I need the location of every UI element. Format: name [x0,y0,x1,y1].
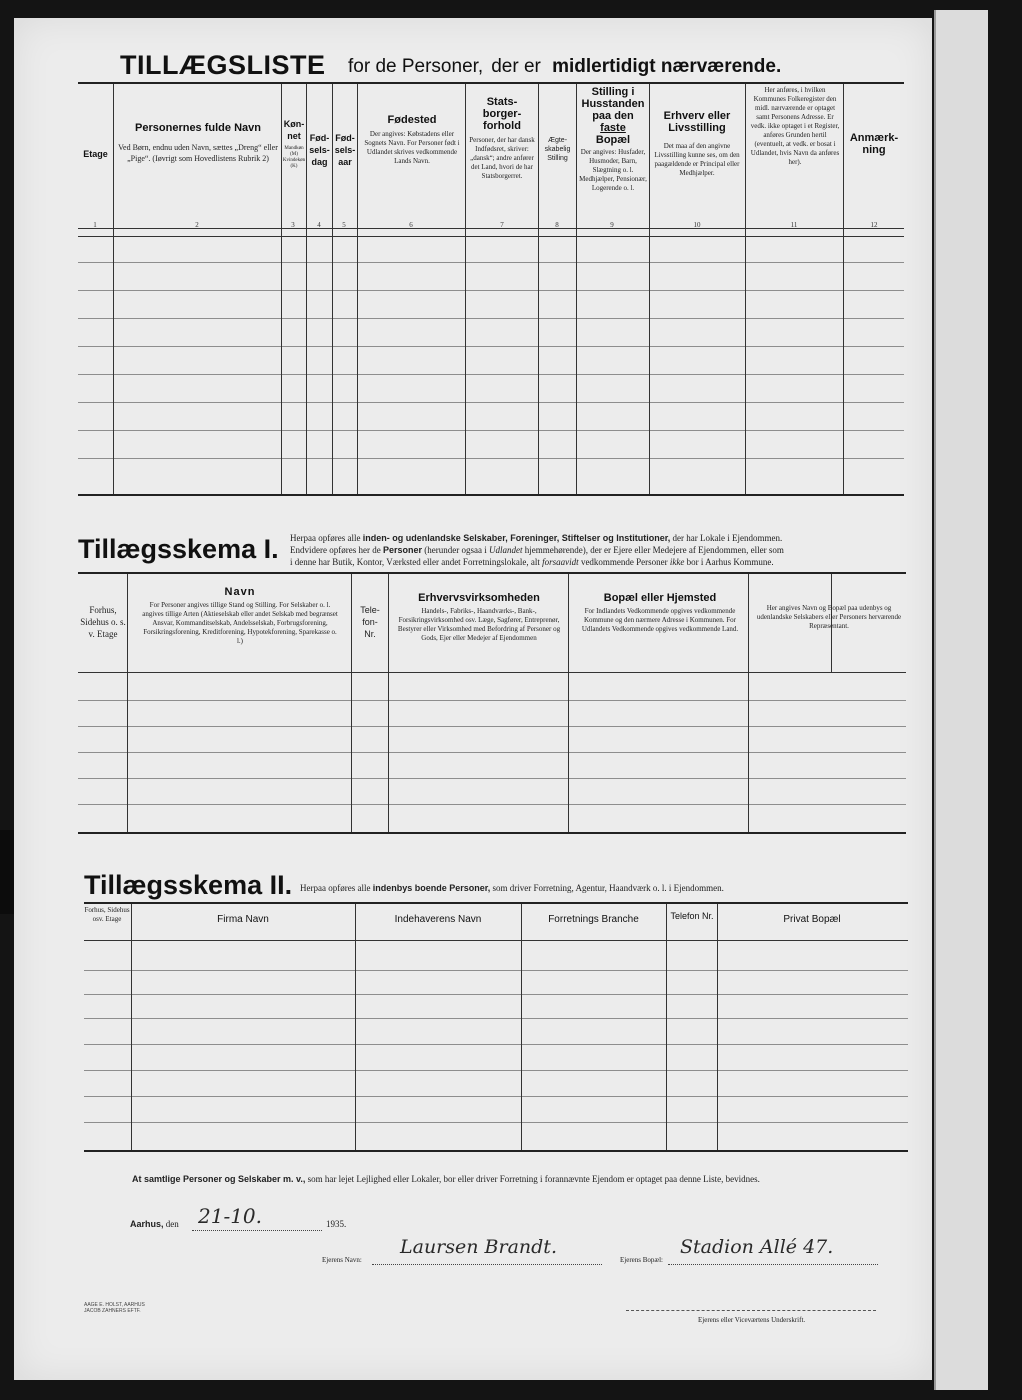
city-label: Aarhus, [130,1219,164,1229]
form-subtitle: for de Personer, der er midlertidigt nærværende. [348,56,782,77]
col-birthyear-header: Fød- sels- aar [334,133,356,167]
col-number: 3 [291,221,295,229]
owner-address-label: Ejerens Bopæl: [620,1256,663,1264]
skema2-col-firm: Firma Navn [217,914,269,925]
col-name-header: Personernes fulde Navn Ved Børn, endnu uden Navn, sættes „Dreng“ eller „Pige“. (Iøvrigt som Hovedlistens Rubrik 2) [118,122,278,163]
col-birthplace-header: Fødested Der angives: Købstadens eller Sognets Navn. For Personer født i Udlandet skrives vedkommende Lands Navn. [364,114,460,165]
handwritten-owner-name: Laursen Brandt. [400,1236,557,1258]
col-citizenship-header: Stats- borger- forhold Personer, der har dansk Indfødsret, skriver: „dansk“; andre anfører det Land, hvori de har Statsborgerret. [469,96,535,180]
col-number: 7 [500,221,504,229]
col-number: 9 [610,221,614,229]
skema2-col-residence: Privat Bopæl [783,914,841,925]
adjacent-page-edge [934,10,988,1390]
col-remarks-header: Anmærk- ning [849,132,899,156]
place-date-line [130,1219,179,1229]
col-birthday-header: Fød- sels- dag [309,133,330,167]
form-title: TILLÆGSLISTE [120,50,326,80]
skema1-col-phone: Tele- fon- Nr. [360,605,380,639]
col-number: 11 [790,221,798,229]
skema2-col-branch: Forretnings Branche [548,914,639,925]
skema1-col-residence: Bopæl eller Hjemsted For Indlandets Vedkommende opgives vedkommende Kommune og den nærmere Adresse i Kommunen. For Udlandets Vedkommende opgives vedkommende Land. [581,592,739,633]
col-household-header: Stilling i Husstanden paa den faste Bopæl Der angives: Husfader, Husmoder, Barn, Slægtning o. l. Medhjælper, Pensionær, Logerende o. l. [579,86,647,192]
col-register-header: Her anføres, i hvilken Kommunes Folkeregister den midl. nærværende er optaget samt Personens Adresse. Er vedk. ikke optaget i et Register, anføres Grunden hertil (eventuelt, at vedk. er bosat i Udlandet, hvis Navn da anføres her). [750,86,840,166]
col-gender-header: Køn- net Mandkøn (M) Kvindekøn (K) [282,119,306,169]
col-number: 12 [870,221,878,229]
col-number: 6 [409,221,413,229]
skema2-col-floor: Forhus, Sidehus osv. Etage [84,906,130,923]
skema2-title: Tillægsskema II. [84,870,293,900]
skema1-col-name: Navn For Personer angives tillige Stand og Stilling. For Selskaber o. l. angives tillige Arten (Aktieselskab eller andet Selskab med begrænset Ansvar, Kommanditselskab, Andelsselskab, Forbrugsforening, Forsikringsforening, Kreditforening, Hypotekforening, Sparekasse o. l.) [142,586,338,645]
col-number: 5 [342,221,346,229]
col-number: 4 [317,221,321,229]
owner-name-label: Ejerens Navn: [322,1256,362,1264]
col-number: 2 [195,221,199,229]
skema1-description: Herpaa opføres alle inden- og udenlandske Selskaber, Foreninger, Stiftelser og Institutioner, der har Lokale i Ejendommen. Endvidere opføres her de Personer (herunder ogsaa i Udlandet hjemmehørende), der er Ejere eller Medejere af Ejendommen, eller som i denne har Butik, Kontor, Værksted eller andet Forretningslokale, alt forsaavidt vedkommende Personer ikke bor i Aarhus Kommune. [290,533,784,567]
col-marital-header: Ægte- skabelig Stilling [544,137,571,162]
skema2-col-owner: Indehaverens Navn [394,914,482,925]
printer-imprint: AAGE E. HOLST, AARHUS JACOB ZAHNERS EFTF. [84,1302,145,1314]
skema1-title: Tillægsskema I. [78,534,279,564]
col-number: 1 [93,221,97,229]
skema1-col-floor: Forhus, Sidehus o. s. v. Etage [80,605,126,639]
year-label: 1935. [326,1219,347,1229]
handwritten-date: 21-10. [198,1204,263,1228]
col-occupation-header: Erhverv eller Livsstilling Det maa af den angivne Livsstilling kunne ses, om den paagældende er Principal eller Medhjælper. [654,110,740,177]
handwritten-owner-address: Stadion Allé 47. [680,1236,834,1258]
skema2-col-phone: Telefon Nr. [670,911,714,921]
col-number: 8 [555,221,559,229]
skema2-description: Herpaa opføres alle indenbys boende Personer, som driver Forretning, Agentur, Haandværk o. l. i Ejendommen. [300,883,724,893]
col-etage-header: Etage [83,149,108,159]
col-number: 10 [693,221,701,229]
den-label: den [165,1219,179,1229]
skema1-col-business: Erhvervsvirksomheden Handels-, Fabriks-, Haandværks-, Bank-, Forsikringsvirksomhed osv. Læge, Sagfører, Entreprenør, Bestyrer eller Virksomhed med Befordring af Personer og Gods, Ejer eller Medejer af Ejendommen [397,592,561,642]
skema1-col-representative: Her angives Navn og Bopæl paa udenbys og udenlandske Selskabers eller Personers herværende Repræsentant. [756,604,902,630]
attestation-text: At samtlige Personer og Selskaber m. v., som har lejet Lejlighed eller Lokaler, bor eller driver Forretning i forannævnte Ejendom er optaget paa denne Liste, bevidnes. [132,1174,760,1184]
signature-caption: Ejerens eller Viceværtens Underskrift. [698,1316,806,1324]
